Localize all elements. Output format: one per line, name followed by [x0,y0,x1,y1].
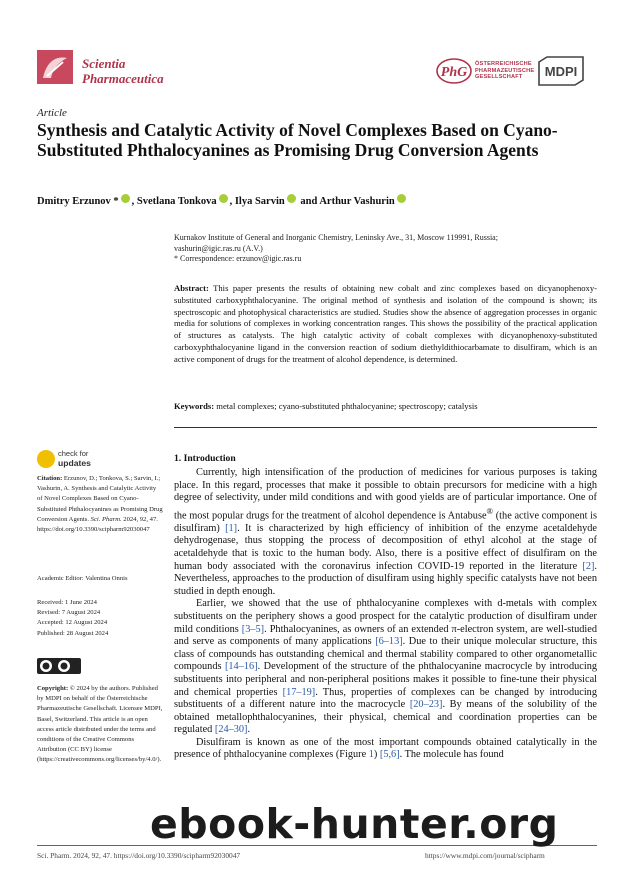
reference-link[interactable]: [5,6] [379,749,400,761]
abstract [174,283,597,366]
cc-by-license-icon[interactable] [37,658,81,674]
svg-text:PhG: PhG [440,65,468,80]
author-erzunov[interactable]: Dmitry Erzunov * [37,196,119,207]
reference-link[interactable]: [3–5] [241,623,265,635]
divider [174,427,597,428]
author-tonkova[interactable]: , Svetlana Tonkova [131,196,217,207]
reference-link[interactable]: [20–23] [409,699,443,711]
keywords-text: metal complexes; cyano-substituted phthalocyanine; spectroscopy; catalysis [214,401,478,411]
society-logo-icon [436,58,472,84]
correspondence[interactable]: * Correspondence: erzunov@igic.ras.ru [174,254,302,264]
figure-link[interactable]: 1 [368,749,374,761]
author-email[interactable]: vashurin@igic.ras.ru (A.V.) [174,243,263,253]
reference-link[interactable]: [1] [225,522,238,534]
paragraph: Currently, high intensification of the production of medicines for various purposes is taking place. In this regard, processes that make it possible to obtain precursors for medicine with a high degree of selectivity, under mild conditions and with good yields are of particular importance. One of the most popular drugs for the treatment of alcohol dependence is Antabuse® (the active component is disulfiram) [1]. It is characterized by high efficiency of inhibition of the enzyme acetaldehyde dehydrogenase, thus stopping the process of decomposition of ethyl alcohol at the stage of acetaldehyde that is toxic to the human body. Also, there is a positive effect of disulfiram on the human body associated with the coronavirus infection COVID-19 reported in the literature [2]. Nevertheless, approaches to the production of disulfiram using highly specific catalysts have not been studied in depth enough. [174,467,598,597]
academic-editor: Academic Editor: Valentina Onnis [37,575,128,582]
citation-doi[interactable]: 2024, 92, 47. https://doi.org/10.3390/scipharm92030047 [37,515,158,534]
svg-text:MDPI: MDPI [544,64,578,79]
abstract-text: This paper presents the results of obtaining new cobalt and zinc complexes based on dicyanophenoxy-substituted carboxyphthalocyanine. The original method of synthesis and isolation of the compound is shown; its spectroscopic and photophysical characteristics are studied. Studies show the absence of aggregation processes in organic media for solutions of complexes in working concentration ranges. This shows the possibility of the practical application of structures as catalysts. The high catalytic activity of cobalt complexes with dicyanophenoxy-substituted carboxyphthalocyanine ligand in the conversion reaction of sodium diethyldithiocarbamate to disulfiram, which is an active component of drugs for the treatment of alcohol dependence, is determined. [174,283,597,364]
affiliation: Kurnakov Institute of General and Inorganic Chemistry, Leninsky Ave., 31, Moscow 119991, Russia; vashurin@igic.ras.ru (A.V.) * Correspondence: erzunov@igic.ras.ru [174,233,594,265]
paragraph: Disulfiram is known as one of the most important compounds obtained catalytically in the presence of phthalocyanine complexes (Figure 1) [5,6]. The molecule has found [174,736,597,761]
orcid-icon[interactable] [219,194,228,203]
paper-title: Synthesis and Catalytic Activity of Novel Complexes Based on Cyano-Substituted Phthalocyanines as Promising Drug Conversion Agents [37,120,558,160]
journal-name: Scientia Pharmaceutica [82,56,164,86]
keywords-label: Keywords: [174,401,215,411]
orcid-icon[interactable] [397,194,406,203]
footer-journal-link[interactable]: https://www.mdpi.com/journal/scipharm [425,851,545,860]
body-text [174,467,597,762]
watermark: ebook-hunter.org [150,800,559,848]
check-updates-icon [37,450,55,468]
article-type: Article [37,107,67,119]
author-list [37,194,597,207]
reference-link[interactable]: [6–13] [375,636,403,648]
orcid-icon[interactable] [121,194,130,203]
reference-link[interactable]: [14–16] [224,661,258,673]
reference-link[interactable]: [24–30] [214,724,248,736]
copyright-block: Copyright: © 2024 by the authors. Published by MDPI on behalf of the Österreichische Pharmazeutische Gesellschaft. Licensee MDPI, Basel, Switzerland. This article is an open access article distributed under the terms and conditions of the Creative Commons Attribution (CC BY) license (https://creativecommons.org/licenses/by/4.0/). [37,685,163,764]
citation-block: Citation: Erzunov, D.; Tonkova, S.; Sarvin, I.; Vashurin, A. Synthesis and Catalytic Activity of Novel Complexes Based on Cyano-Substituted Phthalocyanines as Promising Drug Conversion Agents. Sci. Pharm. 2024, 92, 47. https://doi.org/10.3390/scipharm92030047 [37,475,163,534]
author-vashurin[interactable]: and Arthur Vashurin [297,196,395,207]
check-for-updates-button[interactable]: check for updates [37,450,147,472]
reference-link[interactable]: [17–19] [282,686,316,698]
section-heading: 1. Introduction [174,453,236,464]
society-name: ÖSTERREICHISCHE PHARMAZEUTISCHE GESELLSCHAFT [475,61,535,81]
orcid-icon[interactable] [287,194,296,203]
paragraph: Earlier, we showed that the use of phthalocyanine complexes with d-metals with complex substituents on the periphery shows a good prospect for the catalytic production of disulfiram under mild conditions [3–5]. Phthalocyanines, as owners of an extended π-electron system, are well-studied and serve as components of many applications [6–13]. Due to their unique molecular structure, this class of compounds has outstanding chemical and thermal stability compared to other organometallic compounds [14–16]. Development of the structure of the phthalocyanine macrocycle by introducing substituents into peripheral and non-peripheral positions makes it possible to fine-tune their physical and chemical properties [17–19]. Thus, properties of complexes can be changed by introducing substituents of a different nature into the macrocycle [20–23]. By means of the solubility of the obtained metallophthalocyanines, their physical, chemical and coordination properties can be regulated [24–30]. [174,598,597,736]
keywords [174,401,597,413]
dates-block: Received: 1 June 2024 Revised: 7 August 2024 Accepted: 12 August 2024 Published: 28 August 2024 [37,599,109,637]
author-sarvin[interactable]: , Ilya Sarvin [229,196,285,207]
abstract-label: Abstract: [174,283,209,293]
journal-logo-icon [37,50,73,84]
reference-link[interactable]: [2] [582,560,595,572]
mdpi-logo-icon [537,56,585,86]
footer-citation[interactable]: Sci. Pharm. 2024, 92, 47. https://doi.org/10.3390/scipharm92030047 [37,851,241,860]
